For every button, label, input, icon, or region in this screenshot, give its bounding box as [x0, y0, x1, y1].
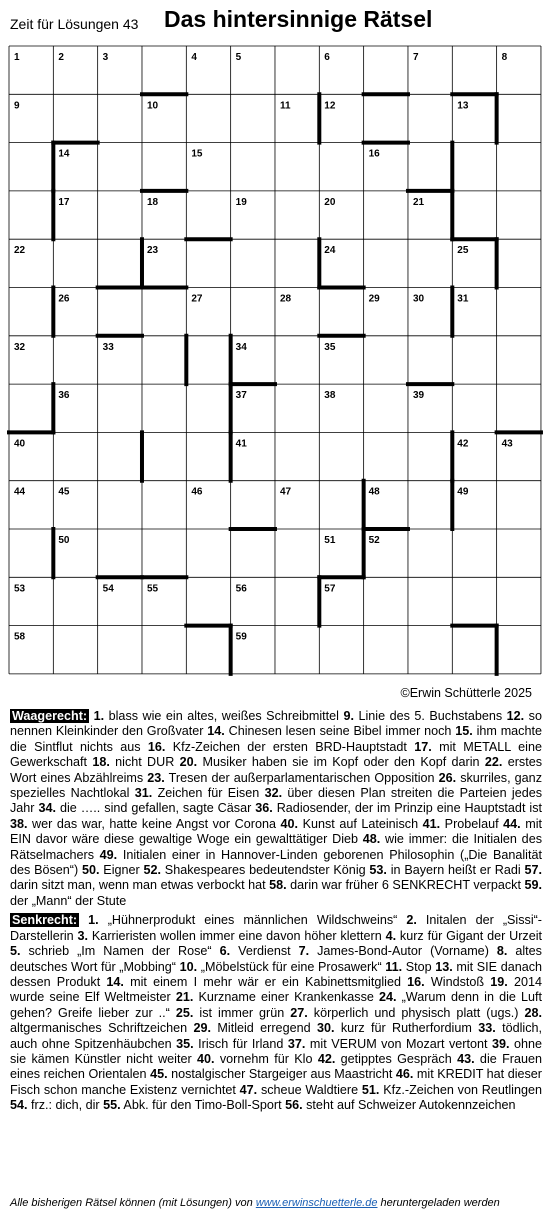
- cell-number: 32: [14, 341, 26, 353]
- clue-text: Stop: [402, 959, 436, 974]
- clue-number: 4.: [385, 928, 397, 943]
- cell-number: 34: [235, 341, 247, 353]
- cell-number: 47: [279, 486, 292, 498]
- clue-number: 37.: [287, 1036, 306, 1051]
- clue-number: 15.: [455, 724, 473, 739]
- cell-number: 18: [146, 196, 159, 208]
- clue-text: kurz für Rutherfordium: [334, 1021, 479, 1036]
- cell-number: 21: [412, 196, 425, 208]
- cell-number: 49: [457, 486, 469, 498]
- clue-text: die ….. sind gefallen, sagte Cäsar: [55, 801, 256, 816]
- clue-number: 6.: [219, 944, 231, 959]
- clue-number: 26.: [438, 770, 457, 785]
- clue-text: die Frauen eines reichen Orientalen: [10, 1051, 542, 1082]
- cell-number: 48: [368, 486, 380, 498]
- cell-number: 13: [457, 100, 469, 112]
- clue-number: 13.: [435, 959, 453, 974]
- clue-number: 2.: [406, 913, 417, 928]
- clue-number: 10.: [179, 959, 198, 974]
- clue-text: „Hühnerprodukt eines männlichen Wildschweins“: [98, 913, 407, 928]
- clue-number: 24.: [378, 990, 397, 1005]
- clue-text: scheue Waldtiere: [257, 1082, 362, 1097]
- clue-number: 42.: [317, 1051, 336, 1066]
- clue-text: ihm machte die Sintflut nichts aus: [10, 724, 542, 754]
- clue-number: 1.: [88, 913, 99, 928]
- cell-number: 5: [235, 52, 242, 63]
- clue-number: 7.: [298, 944, 310, 959]
- clues-section: [10, 709, 542, 1118]
- clue-text: blass wie ein altes, weißes Schreibmittel: [104, 709, 344, 723]
- clue-text: Linie des 5. Buchstabens: [353, 709, 507, 723]
- cell-number: 53: [14, 583, 26, 595]
- clue-number: 40.: [280, 816, 299, 831]
- footer-note: [10, 1197, 500, 1209]
- clue-number: 48.: [362, 832, 381, 847]
- across-label: Waagerecht:: [12, 709, 88, 723]
- cell-number: 56: [235, 583, 247, 595]
- cell-number: 26: [58, 293, 70, 305]
- clue-text: wie immer: die Initialen des Rätselmachers: [10, 832, 542, 862]
- clue-number: 56.: [285, 1098, 303, 1113]
- clue-number: 20.: [179, 755, 198, 770]
- cell-number: 23: [146, 245, 159, 257]
- clue-number: 34.: [38, 801, 56, 816]
- clue-number: 1.: [93, 709, 105, 723]
- clue-number: 31.: [134, 786, 153, 801]
- clue-text: Verdienst: [230, 944, 299, 959]
- clue-number: 49.: [99, 847, 118, 862]
- cell-number: 4: [191, 52, 197, 63]
- cell-number: 20: [324, 196, 336, 208]
- clue-number: 14.: [106, 974, 124, 989]
- clue-number: 55.: [103, 1098, 121, 1113]
- clue-text: Probelauf: [440, 816, 504, 831]
- clue-text: Windstoß: [424, 974, 491, 989]
- clue-text: James-Bond-Autor (Vorname): [309, 944, 497, 959]
- cell-number: 27: [191, 293, 203, 305]
- clue-number: 52.: [143, 863, 161, 878]
- clue-number: 54.: [10, 1098, 28, 1113]
- cell-number: 37: [235, 390, 247, 402]
- clue-number: 3.: [77, 928, 89, 943]
- cell-number: 25: [457, 245, 469, 257]
- cell-number: 22: [14, 245, 26, 257]
- clue-text: in Bayern heißt er Radi: [386, 863, 525, 878]
- clue-text: darin sitzt man, wenn man etwas verbockt hat: [10, 878, 270, 893]
- clue-text: Mitleid erregend: [211, 1021, 317, 1036]
- clue-text: körperlich und physisch platt (ugs.): [307, 1005, 525, 1020]
- cell-number: 43: [501, 438, 513, 450]
- clue-number: 45.: [150, 1067, 168, 1082]
- clue-number: 16.: [407, 974, 425, 989]
- clue-text: darin war früher 6 SENKRECHT verpackt: [286, 878, 525, 893]
- clue-number: 57.: [524, 863, 542, 878]
- clue-number: 5.: [10, 944, 21, 959]
- clue-number: 47.: [239, 1082, 258, 1097]
- across-clues: [10, 709, 542, 909]
- cell-number: 30: [412, 293, 425, 305]
- clue-text: mit einem I mehr wär er ein Kabinettsmitglied: [123, 974, 408, 989]
- clue-text: „Warum denn in die Luft gehen? Greife lieber zur ..“: [10, 990, 542, 1020]
- clue-number: 8.: [496, 944, 508, 959]
- clue-text: altgermanisches Schriftzeichen: [10, 1021, 194, 1036]
- cell-number: 29: [368, 293, 380, 305]
- clue-text: über diesen Plan streiten die Parteien jedes Jahr: [10, 786, 542, 816]
- clue-text: mit SIE danach dessen Produkt: [10, 959, 543, 989]
- clue-text: 2014 wurde seine Elf Weltmeister: [10, 974, 542, 1005]
- cell-number: 2: [58, 52, 64, 63]
- clue-text: Abk. für den Timo-Boll-Sport: [120, 1098, 286, 1113]
- footer-text-before: Alle bisherigen Rätsel können (mit Lösungen) von: [10, 1197, 256, 1209]
- puzzle-subtitle: Zeit für Lösungen 43: [10, 16, 139, 32]
- cell-number: 8: [501, 52, 508, 63]
- clue-number: 23.: [147, 770, 165, 785]
- clue-text: Kfz.-Zeichen von Reutlingen: [379, 1082, 542, 1097]
- clue-number: 46.: [395, 1067, 414, 1082]
- clue-number: 36.: [255, 801, 273, 816]
- clue-text: Kunst auf Lateinisch: [298, 816, 423, 831]
- cell-number: 52: [368, 535, 380, 546]
- clue-number: 22.: [484, 755, 503, 770]
- cell-number: 39: [412, 390, 425, 402]
- clue-text: „Möbelstück für eine Prosawerk“: [197, 959, 386, 974]
- across-clue-list: [10, 709, 542, 908]
- clue-number: 39.: [491, 1036, 510, 1051]
- cell-number: 45: [58, 486, 70, 498]
- cell-number: 12: [324, 100, 336, 112]
- clue-text: so nennen Kleinkinder den Großvater: [10, 709, 542, 739]
- clue-text: mit EIN davor wäre diese gewaltige Woge ein gewalttätiger Dieb: [10, 816, 542, 847]
- cell-number: 57: [324, 583, 336, 595]
- grid-numbers: [14, 52, 513, 643]
- cell-number: 31: [457, 293, 469, 305]
- clue-number: 53.: [369, 863, 387, 878]
- cell-number: 51: [324, 535, 336, 546]
- clue-number: 16.: [147, 739, 166, 754]
- cell-number: 17: [58, 196, 70, 208]
- clue-text: vornehm für Klo: [214, 1051, 318, 1066]
- clue-number: 41.: [422, 816, 441, 831]
- clue-text: Chinesen lesen seine Bibel immer noch: [224, 724, 456, 739]
- cell-number: 35: [324, 341, 336, 353]
- clue-number: 12.: [506, 709, 525, 723]
- clue-number: 19.: [490, 974, 508, 989]
- cell-number: 41: [235, 438, 247, 450]
- cell-number: 46: [191, 486, 203, 498]
- cell-number: 36: [58, 390, 70, 402]
- footer-text-after: heruntergeladen werden: [377, 1197, 500, 1209]
- clue-text: Kfz-Zeichen der ersten BRD-Hauptstadt: [165, 739, 415, 754]
- clue-number: 44.: [503, 816, 521, 831]
- clue-text: steht auf Schweizer Autokennzeichen: [302, 1098, 516, 1113]
- clue-number: 28.: [524, 1005, 542, 1020]
- clue-number: 17.: [414, 739, 432, 754]
- clue-text: ohne sie kämen Künstler nicht weiter: [10, 1036, 542, 1066]
- clue-text: Shakespeares bedeutendster König: [161, 863, 370, 878]
- clue-text: kurz für Gigant der Urzeit: [396, 928, 543, 943]
- cell-number: 42: [457, 438, 469, 450]
- clue-text: Musiker haben sie im Kopf oder den Kopf darin: [197, 755, 485, 770]
- clue-text: nostalgischer Stargeiger aus Maastricht: [167, 1067, 396, 1082]
- clue-number: 40.: [197, 1051, 215, 1066]
- cell-number: 7: [412, 52, 419, 63]
- cell-number: 55: [146, 583, 159, 595]
- cell-number: 3: [102, 52, 109, 63]
- clue-text: wer das war, hatte keine Angst vor Corona: [27, 816, 281, 831]
- cell-number: 14: [58, 148, 70, 160]
- cell-number: 58: [14, 631, 26, 643]
- clue-number: 38.: [10, 816, 28, 831]
- clue-text: skurriles, ganz spezielles Nachtlokal: [10, 770, 542, 801]
- cell-number: 24: [324, 245, 336, 257]
- grid-lines: [9, 46, 541, 674]
- down-clues: [10, 913, 542, 1113]
- clue-text: Eigner: [99, 863, 144, 878]
- clue-number: 9.: [343, 709, 354, 723]
- clue-text: Karrieristen wollen immer eine davon höher klettern: [88, 928, 386, 943]
- clue-number: 30.: [316, 1021, 335, 1036]
- copyright: ©Erwin Schütterle 2025: [400, 686, 532, 700]
- clue-text: frz.: dich, dir: [27, 1098, 104, 1113]
- clue-number: 11.: [385, 959, 403, 974]
- cell-number: 16: [368, 148, 380, 160]
- cell-number: 19: [235, 196, 247, 208]
- clue-text: getipptes Gespräch: [335, 1051, 458, 1066]
- clue-text: Radiosender, der im Prinzip eine Hauptstadt ist: [272, 801, 542, 816]
- clue-number: 21.: [175, 990, 194, 1005]
- cell-number: 1: [14, 52, 20, 63]
- clue-number: 35.: [176, 1036, 194, 1051]
- clue-text: schrieb „Im Namen der Rose“: [20, 944, 220, 959]
- clue-text: mit VERUM von Mozart vertont: [305, 1036, 492, 1051]
- cell-number: 33: [102, 341, 114, 353]
- clue-text: nicht DUR: [109, 755, 180, 770]
- clue-text: Tresen der außerparlamentarischen Opposition: [164, 770, 439, 785]
- clue-text: tödlich, auch ohne Spitzenhäubchen: [10, 1021, 543, 1051]
- cell-number: 11: [279, 100, 291, 112]
- cell-number: 9: [14, 100, 20, 112]
- website-link[interactable]: www.erwinschuetterle.de: [255, 1197, 378, 1209]
- clue-text: der „Mann“ der Stute: [10, 893, 127, 908]
- cell-number: 59: [235, 631, 247, 643]
- clue-text: Kurzname einer Krankenkasse: [193, 990, 379, 1005]
- cell-number: 44: [14, 486, 26, 498]
- clue-text: mit METALL eine Gewerkschaft: [10, 739, 542, 770]
- clue-number: 58.: [269, 878, 287, 893]
- cell-number: 40: [14, 438, 26, 450]
- cell-number: 28: [279, 293, 292, 305]
- clue-number: 51.: [361, 1082, 380, 1097]
- clue-number: 32.: [264, 786, 283, 801]
- down-label: Senkrecht:: [12, 913, 78, 928]
- down-clue-list: [10, 913, 542, 1112]
- cell-number: 15: [191, 148, 203, 160]
- cell-number: 38: [324, 390, 336, 402]
- cell-number: 6: [324, 52, 330, 63]
- cell-number: 10: [146, 100, 159, 112]
- clue-number: 25.: [175, 1005, 194, 1020]
- clue-text: Initalen der „Sissi“-Darstellerin: [10, 913, 543, 943]
- clue-text: mit KREDIT hat dieser Fisch schon manche Existenz vernichtet: [10, 1067, 543, 1097]
- clue-number: 59.: [524, 878, 542, 893]
- clue-number: 50.: [81, 863, 100, 878]
- cell-number: 54: [102, 583, 114, 595]
- clue-text: Initialen einer in Hannover-Linden geborenen Philosophin („Die Banalität des Bösen“): [10, 847, 542, 878]
- clue-text: altes deutsches Wort für „Mobbing“: [10, 944, 542, 974]
- clue-text: Irisch für Irland: [193, 1036, 288, 1051]
- puzzle-title: Das hintersinnige Rätsel: [164, 6, 433, 32]
- clue-number: 14.: [207, 724, 225, 739]
- cell-number: 50: [58, 535, 70, 546]
- clue-number: 27.: [290, 1005, 308, 1020]
- clue-number: 29.: [193, 1021, 212, 1036]
- clue-text: erstes Wort eines Abzählreims: [10, 755, 542, 785]
- clue-text: ist immer grün: [193, 1005, 291, 1020]
- clue-number: 33.: [478, 1021, 496, 1036]
- clue-text: Zeichen für Eisen: [152, 786, 265, 801]
- clue-number: 18.: [92, 755, 110, 770]
- clue-number: 43.: [457, 1051, 475, 1066]
